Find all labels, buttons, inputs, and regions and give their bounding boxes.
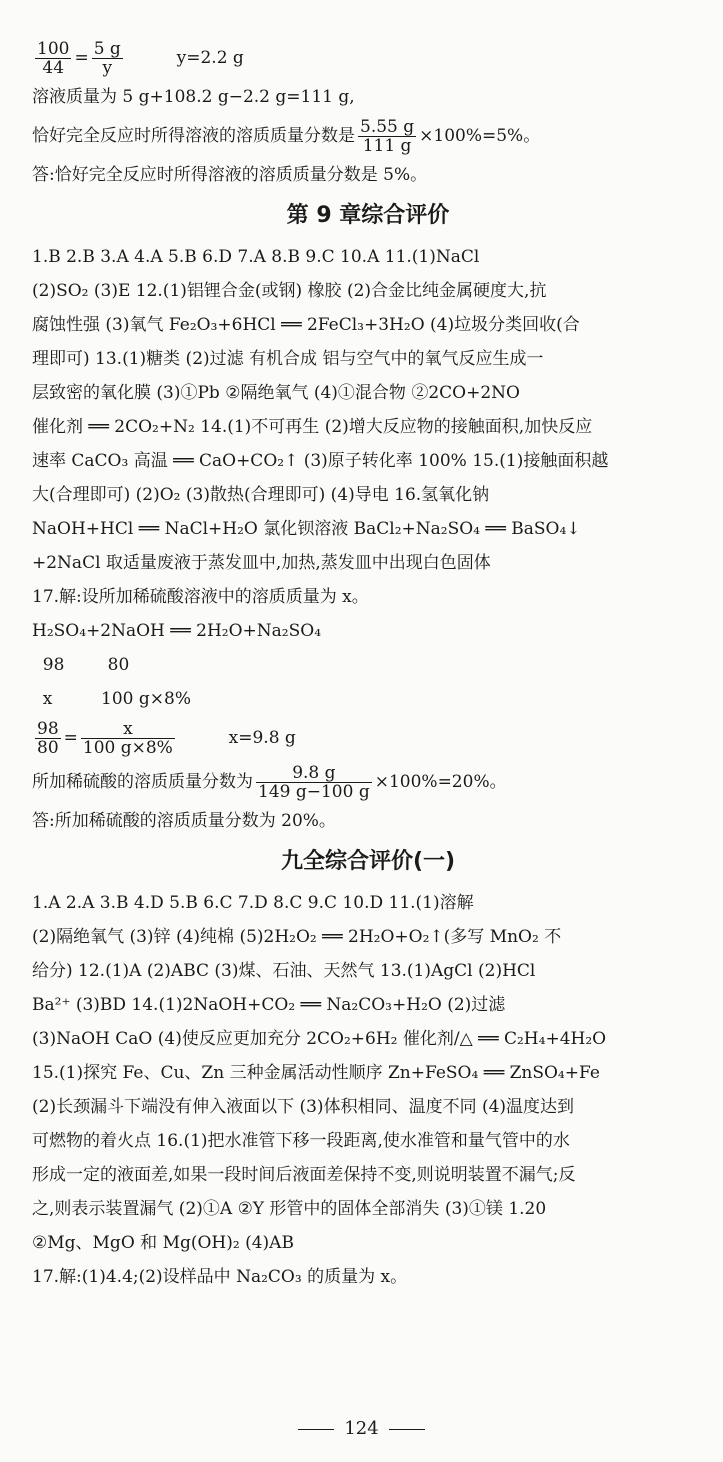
text-line: 之,则表示装置漏气 (2)①A ②Y 形管中的固体全部消失 (3)①镁 1.20: [32, 1199, 547, 1219]
y-result: y=2.2 g: [176, 48, 244, 68]
text-line: 理即可) 13.(1)糖类 (2)过滤 有机合成 铝与空气中的氧气反应生成一: [32, 349, 544, 369]
section-title: 第 9 章综合评价: [286, 203, 450, 228]
text-line: (2)隔绝氧气 (3)锌 (4)纯棉 (5)2H₂O₂ ══ 2H₂O+O₂↑(多写 MnO₂ 不: [32, 927, 562, 947]
text-line: +2NaCl 取适量废液于蒸发皿中,加热,蒸发皿中出现白色固体: [32, 553, 491, 573]
fraction: [35, 40, 71, 77]
text-line: ②Mg、MgO 和 Mg(OH)₂ (4)AB: [32, 1233, 294, 1253]
text-line: 大(合理即可) (2)O₂ (3)散热(合理即可) (4)导电 16.氢氧化钠: [32, 485, 490, 505]
denominator: 111 g: [362, 136, 412, 156]
answer-page: [32, 36, 704, 1294]
denominator: y: [102, 58, 113, 78]
text: ×100%=20%。: [374, 772, 507, 792]
text-line: 给分) 12.(1)A (2)ABC (3)煤、石油、天然气 13.(1)AgCl (2)HCl: [32, 961, 536, 981]
text-line: 17.解:(1)4.4;(2)设样品中 Na₂CO₃ 的质量为 x。: [32, 1267, 408, 1287]
denominator: 149 g−100 g: [258, 782, 370, 802]
text-line: 催化剂 ══ 2CO₂+N₂ 14.(1)不可再生 (2)增大反应物的接触面积,加快反应: [32, 417, 593, 437]
text-line: 17.解:设所加稀硫酸溶液中的溶质质量为 x。: [32, 587, 369, 607]
text-line: 15.(1)探究 Fe、Cu、Zn 三种金属活动性顺序 Zn+FeSO₄ ══ ZnSO₄+Fe: [32, 1063, 600, 1083]
x-result: x=9.8 g: [228, 728, 296, 748]
mass-fraction-line: [32, 114, 704, 158]
text-line: 可燃物的着火点 16.(1)把水准管下移一段距离,使水准管和量气管中的水: [32, 1131, 570, 1151]
text-line: 腐蚀性强 (3)氧气 Fe₂O₃+6HCl ══ 2FeCl₃+3H₂O (4)垃圾分类回收(合: [32, 315, 580, 335]
fraction: [92, 40, 123, 77]
text-line: NaOH+HCl ══ NaCl+H₂O 氯化钡溶液 BaCl₂+Na₂SO₄ ══ BaSO₄↓: [32, 519, 581, 539]
fraction: [256, 764, 372, 801]
text-line: 层致密的氧化膜 (3)①Pb ②隔绝氧气 (4)①混合物 ②2CO+2NO: [32, 383, 520, 403]
text-line: 1.A 2.A 3.B 4.D 5.B 6.C 7.D 8.C 9.C 10.D 11.(1)溶解: [32, 893, 474, 913]
mass-fraction-line: [32, 760, 704, 804]
numerator: 98: [37, 719, 59, 739]
page-number: [0, 1418, 723, 1439]
equation-line: H₂SO₄+2NaOH ══ 2H₂O+Na₂SO₄: [32, 621, 322, 641]
numerator: 5 g: [93, 39, 121, 59]
denominator: 80: [37, 738, 59, 758]
ratio-line: 98 80: [32, 655, 130, 675]
equals: =: [74, 48, 89, 68]
text: 所加稀硫酸的溶质质量分数为: [32, 772, 253, 792]
answer-line: 答:恰好完全反应时所得溶液的溶质质量分数是 5%。: [32, 165, 428, 185]
ratio-line: x 100 g×8%: [32, 689, 191, 709]
text-line: 速率 CaCO₃ 高温 ══ CaO+CO₂↑ (3)原子转化率 100% 15.(1)接触面积越: [32, 451, 609, 471]
fraction: [358, 118, 416, 155]
section-title: 九全综合评价(一): [280, 849, 456, 874]
text-line: 1.B 2.B 3.A 4.A 5.B 6.D 7.A 8.B 9.C 10.A 11.(1)NaCl: [32, 247, 480, 267]
fraction-line: [32, 36, 704, 80]
fraction: [81, 720, 175, 757]
text-line: (3)NaOH CaO (4)使反应更加充分 2CO₂+6H₂ 催化剂/△ ══ C₂H₄+4H₂O: [32, 1029, 607, 1049]
text: ×100%=5%。: [419, 126, 541, 146]
fraction-line: $\frac{98}{80}$ = $\frac{x}{100 g\times 8\%}$ x=9.8 g: [37, 719, 296, 758]
text-line: (2)SO₂ (3)E 12.(1)铝锂合金(或钢) 橡胶 (2)合金比纯金属硬度大,抗: [32, 281, 547, 301]
denominator: 44: [42, 58, 65, 78]
fraction: [35, 720, 61, 757]
text-line: 形成一定的液面差,如果一段时间后液面差保持不变,则说明装置不漏气;反: [32, 1165, 576, 1185]
page-number-text: 124: [344, 1418, 379, 1439]
numerator: 9.8 g: [256, 764, 372, 783]
text: 恰好完全反应时所得溶液的溶质质量分数是: [32, 126, 355, 146]
text-line: (2)长颈漏斗下端没有伸入液面以下 (3)体积相同、温度不同 (4)温度达到: [32, 1097, 575, 1117]
numerator: x: [81, 720, 175, 739]
numerator: 5.55 g: [360, 117, 415, 137]
numerator: 100: [37, 39, 70, 59]
solution-mass-line: 溶液质量为 5 g+108.2 g−2.2 g=111 g,: [32, 87, 355, 107]
text-line: Ba²⁺ (3)BD 14.(1)2NaOH+CO₂ ══ Na₂CO₃+H₂O (2)过滤: [32, 995, 506, 1015]
answer-line: 答:所加稀硫酸的溶质质量分数为 20%。: [32, 811, 336, 831]
denominator: 100 g×8%: [82, 738, 173, 758]
